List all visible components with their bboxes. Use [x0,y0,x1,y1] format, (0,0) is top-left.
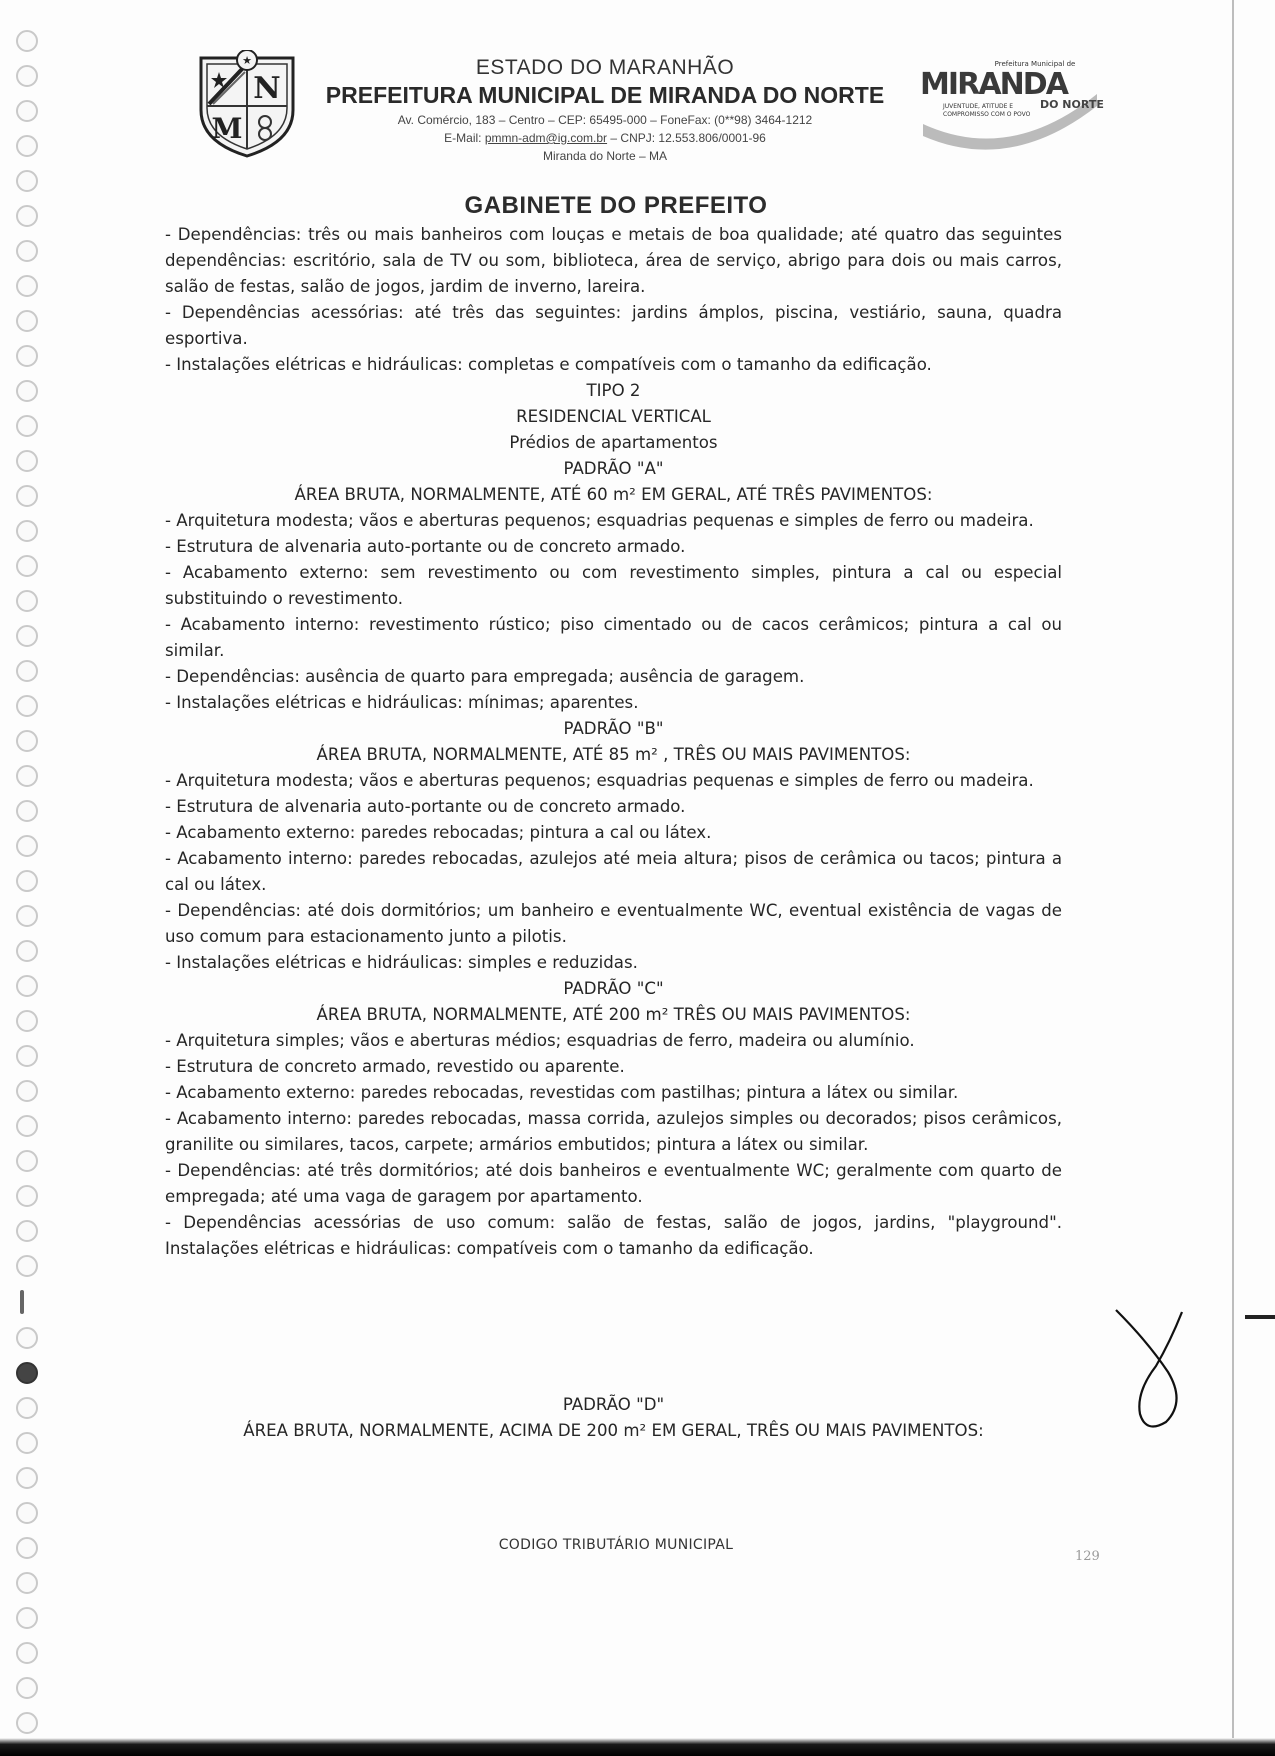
email-label: E-Mail: [444,131,482,145]
body-paragraph: - Dependências: até dois dormitórios; um banheiro e eventualmente WC, eventual existência de vagas de uso comum para estacionamento junto a pilotis. [165,901,1062,946]
email-link[interactable]: pmmn-adm@ig.com.br [484,131,608,145]
binder-hole-icon [16,1432,38,1454]
binder-hole-icon [16,870,38,892]
body-paragraph: - Instalações elétricas e hidráulicas: mínimas; aparentes. [165,693,639,712]
body-paragraph: - Acabamento externo: paredes rebocadas; pintura a cal ou látex. [165,823,712,842]
binder-hole-icon [16,800,38,822]
binder-hole-icon [16,1572,38,1594]
binder-hole-icon [16,450,38,472]
document-body [165,222,1062,1444]
binder-hole-icon [16,240,38,262]
binder-hole-icon [16,415,38,437]
binder-hole-icon [16,170,38,192]
section-heading: PADRÃO "C" [563,979,664,998]
body-paragraph: - Dependências: três ou mais banheiros com louças e metais de boa qualidade; até quatro das seguintes dependências: escritório, sala de TV ou som, biblioteca, área de serviço, abrigo para dois ou mais carros, salão de festas, salão de jogos, jardim de inverno, lareira. [165,225,1062,296]
binder-hole-icon [16,1642,38,1664]
binder-hole-icon [16,100,38,122]
state-name: ESTADO DO MARANHÃO [475,56,735,79]
binder-hole-icon [16,1712,38,1734]
binder-hole-icon [16,65,38,87]
section-heading: ÁREA BRUTA, NORMALMENTE, ATÉ 200 m² TRÊS OU MAIS PAVIMENTOS: [316,1005,911,1024]
binder-hole-icon [16,1502,38,1524]
binder-hole-icon [16,345,38,367]
section-heading: PADRÃO "D" [562,1395,665,1414]
binder-hole-icon [16,380,38,402]
handwritten-signature-icon [1108,1302,1188,1432]
body-paragraph: - Arquitetura modesta; vãos e aberturas pequenos; esquadrias pequenas e simples de ferro ou madeira. [165,771,1034,790]
section-spacer [165,1262,1062,1392]
miranda-logo-icon [915,54,1105,150]
body-paragraph: - Dependências acessórias: até três das seguintes: jardins ámplos, piscina, vestiário, sauna, quadra esportiva. [165,303,1062,348]
binder-hole-icon [16,520,38,542]
binder-hole-icon [16,1255,38,1277]
binder-hole-icon [16,1010,38,1032]
section-heading: ÁREA BRUTA, NORMALMENTE, ACIMA DE 200 m² EM GERAL, TRÊS OU MAIS PAVIMENTOS: [243,1421,984,1440]
binder-hole-icon [16,1115,38,1137]
binder-hole-icon [16,765,38,787]
binder-hole-icon [16,905,38,927]
city-line: Miranda do Norte – MA [542,149,668,163]
binder-hole-icon [16,1677,38,1699]
body-paragraph: - Dependências acessórias de uso comum: salão de festas, salão de jogos, jardins, "playground". Instalações elétricas e hidráulicas: compatíveis com o tamanho da edificação. [165,1213,1062,1258]
svg-text:MIRANDA: MIRANDA [920,67,1070,102]
binder-hole-icon [16,625,38,647]
binder-hole-icon [16,1045,38,1067]
binder-hole-icon [16,730,38,752]
binder-hole-icon [16,1150,38,1172]
header-text [295,56,915,163]
svg-text:Prefeitura Municipal de: Prefeitura Municipal de [994,60,1076,68]
binder-hole-icon [16,1362,38,1384]
contact-line [295,131,915,145]
section-heading: ÁREA BRUTA, NORMALMENTE, ATÉ 60 m² EM GERAL, ATÉ TRÊS PAVIMENTOS: [294,485,933,504]
binder-hole-icon [16,30,38,52]
svg-text:COMPROMISSO COM O POVO: COMPROMISSO COM O POVO [943,111,1031,118]
prefecture-name: PREFEITURA MUNICIPAL DE MIRANDA DO NORTE [325,82,885,108]
binder-hole-icon [16,310,38,332]
binder-hole-icon [16,940,38,962]
page-footer: CODIGO TRIBUTÁRIO MUNICIPAL [498,1537,734,1553]
binder-hole-icon [16,485,38,507]
binder-hole-icon [16,555,38,577]
binder-hole-icon [16,275,38,297]
binder-hole-icon [16,835,38,857]
body-paragraph: - Instalações elétricas e hidráulicas: completas e compatíveis com o tamanho da edificação. [165,355,932,374]
page-edge [1232,0,1234,1740]
binder-hole-icon [16,695,38,717]
binder-hole-icon [16,1467,38,1489]
section-heading: PADRÃO "B" [563,719,664,738]
binder-hole-icon [16,1185,38,1207]
body-paragraph: - Arquitetura modesta; vãos e aberturas pequenos; esquadrias pequenas e simples de ferro ou madeira. [165,511,1034,530]
binder-hole-icon [16,975,38,997]
section-heading: ÁREA BRUTA, NORMALMENTE, ATÉ 85 m² , TRÊS OU MAIS PAVIMENTOS: [316,745,911,764]
body-paragraph: - Estrutura de alvenaria auto-portante ou de concreto armado. [165,797,686,816]
scan-bottom-edge [0,1738,1275,1756]
binder-hole-icon [16,1327,38,1349]
svg-text:★: ★ [242,54,252,67]
binder-hole-icon [16,135,38,157]
binder-hole-icon [16,1220,38,1242]
binder-hole-icon [20,1290,24,1314]
body-paragraph: - Acabamento interno: paredes rebocadas, azulejos até meia altura; pisos de cerâmica ou tacos; pintura a cal ou látex. [165,849,1062,894]
svg-text:DO NORTE: DO NORTE [1040,98,1104,111]
body-paragraph: - Acabamento externo: sem revestimento ou com revestimento simples, pintura a cal ou especial substituindo o revestimento. [165,563,1062,608]
body-paragraph: - Arquitetura simples; vãos e aberturas médios; esquadrias de ferro, madeira ou alumínio. [165,1031,915,1050]
letterhead [195,50,1105,163]
section-heading: PADRÃO "A" [563,459,664,478]
body-paragraph: - Estrutura de alvenaria auto-portante ou de concreto armado. [165,537,686,556]
svg-text:JUVENTUDE, ATITUDE E: JUVENTUDE, ATITUDE E [943,103,1014,110]
address-line: Av. Comércio, 183 – Centro – CEP: 65495-000 – FoneFax: (0**98) 3464-1212 [397,113,813,127]
municipal-crest-icon [195,50,299,158]
body-paragraph: - Acabamento interno: paredes rebocadas, massa corrida, azulejos simples ou decorados; pisos cerâmicos, granilite ou similares, tacos, carpete; armários embutidos; pintura a látex ou similar. [165,1109,1062,1154]
page-number: 129 [1075,1549,1100,1564]
body-paragraph: - Instalações elétricas e hidráulicas: simples e reduzidas. [165,953,638,972]
binder-hole-icon [16,1607,38,1629]
body-paragraph: - Acabamento externo: paredes rebocadas, revestidas com pastilhas; pintura a látex ou similar. [165,1083,959,1102]
cnpj-text: – CNPJ: 12.553.806/0001-96 [607,131,766,145]
crest-letter-m: M [211,112,243,145]
binder-hole-icon [16,660,38,682]
section-heading: Prédios de apartamentos [509,433,718,452]
binder-hole-icon [16,1397,38,1419]
section-heading: RESIDENCIAL VERTICAL [516,407,711,426]
page-title: GABINETE DO PREFEITO [464,192,768,219]
section-heading: TIPO 2 [586,381,641,400]
binder-hole-icon [16,590,38,612]
crest-letter-n: N [253,71,281,106]
body-paragraph: - Estrutura de concreto armado, revestido ou aparente. [165,1057,625,1076]
binder-holes [16,30,46,1750]
margin-mark [1245,1315,1275,1319]
binder-hole-icon [16,1080,38,1102]
body-paragraph: - Acabamento interno: revestimento rústico; piso cimentado ou de cacos cerâmicos; pintura a cal ou similar. [165,615,1062,660]
body-paragraph: - Dependências: até três dormitórios; até dois banheiros e eventualmente WC; geralmente com quarto de empregada; até uma vaga de garagem por apartamento. [165,1161,1062,1206]
body-paragraph: - Dependências: ausência de quarto para empregada; ausência de garagem. [165,667,805,686]
